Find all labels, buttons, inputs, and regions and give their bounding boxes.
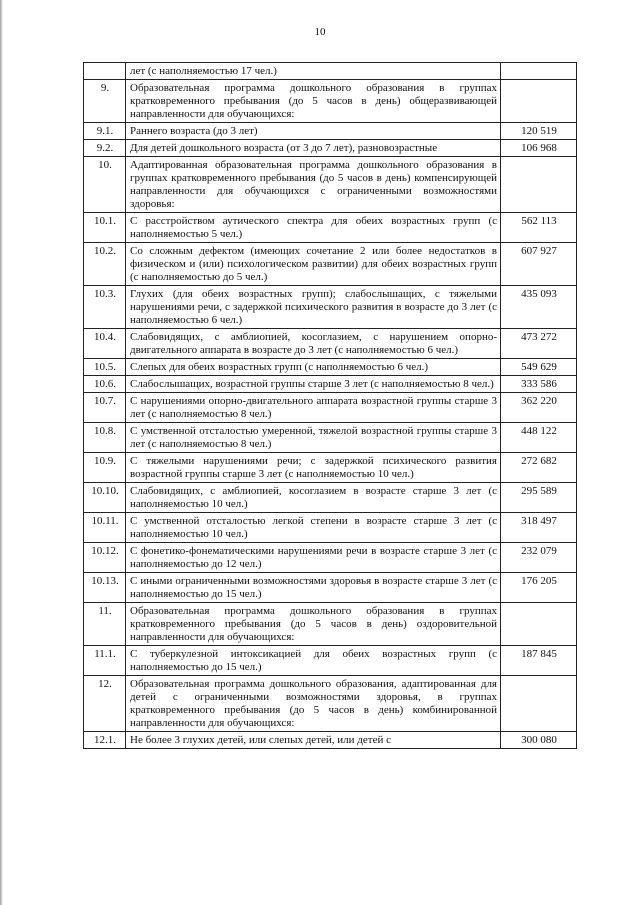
row-number: 9. bbox=[84, 80, 126, 123]
row-description: С тяжелыми нарушениями речи; с задержкой психического развития возрастной группы старше 3 лет (с наполняемостью 10 чел.) bbox=[126, 453, 501, 483]
table-row bbox=[84, 286, 577, 329]
row-description: Раннего возраста (до 3 лет) bbox=[126, 123, 501, 140]
row-number: 12.1. bbox=[84, 732, 126, 749]
row-amount: 333 586 bbox=[501, 376, 577, 393]
row-number bbox=[84, 63, 126, 80]
row-number: 10.2. bbox=[84, 243, 126, 286]
row-description: Не более 3 глухих детей, или слепых детей, или детей с bbox=[126, 732, 501, 749]
row-amount: 187 845 bbox=[501, 646, 577, 676]
row-number: 10.7. bbox=[84, 393, 126, 423]
row-amount bbox=[501, 63, 577, 80]
row-description: С туберкулезной интоксикацией для обеих возрастных групп (с наполняемостью до 15 чел.) bbox=[126, 646, 501, 676]
row-number: 10.13. bbox=[84, 573, 126, 603]
row-amount: 448 122 bbox=[501, 423, 577, 453]
row-amount: 362 220 bbox=[501, 393, 577, 423]
table-row bbox=[84, 646, 577, 676]
row-number: 9.1. bbox=[84, 123, 126, 140]
row-description: Слабослышащих, возрастной группы старше 3 лет (с наполняемостью 8 чел.) bbox=[126, 376, 501, 393]
row-amount: 435 093 bbox=[501, 286, 577, 329]
table-row bbox=[84, 376, 577, 393]
table-row bbox=[84, 213, 577, 243]
row-number: 10.4. bbox=[84, 329, 126, 359]
table-row bbox=[84, 603, 577, 646]
row-number: 10.10. bbox=[84, 483, 126, 513]
row-description: Образовательная программа дошкольного образования, адаптированная для детей с ограниченными возможностями здоровья, в группах кратковременного пребывания (до 5 часов в день) комбинированной направленности для обучающихся: bbox=[126, 676, 501, 732]
table-row bbox=[84, 329, 577, 359]
table-row bbox=[84, 676, 577, 732]
row-amount bbox=[501, 157, 577, 213]
row-amount: 232 079 bbox=[501, 543, 577, 573]
row-amount: 106 968 bbox=[501, 140, 577, 157]
row-amount bbox=[501, 80, 577, 123]
row-description: С иными ограниченными возможностями здоровья в возрасте старше 3 лет (с наполняемостью до 15 чел.) bbox=[126, 573, 501, 603]
row-amount: 607 927 bbox=[501, 243, 577, 286]
table-row bbox=[84, 573, 577, 603]
row-number: 10.3. bbox=[84, 286, 126, 329]
table-row bbox=[84, 393, 577, 423]
table-row bbox=[84, 243, 577, 286]
row-amount: 562 113 bbox=[501, 213, 577, 243]
table-row bbox=[84, 453, 577, 483]
row-amount: 120 519 bbox=[501, 123, 577, 140]
row-number: 10.5. bbox=[84, 359, 126, 376]
row-number: 11. bbox=[84, 603, 126, 646]
row-description: Образовательная программа дошкольного образования в группах кратковременного пребывания (до 5 часов в день) оздоровительной направленности для обучающихся: bbox=[126, 603, 501, 646]
table-row bbox=[84, 732, 577, 749]
page-edge-shadow bbox=[0, 0, 3, 905]
table-row bbox=[84, 123, 577, 140]
row-description: Слепых для обеих возрастных групп (с наполняемостью 6 чел.) bbox=[126, 359, 501, 376]
row-number: 10.6. bbox=[84, 376, 126, 393]
table-row bbox=[84, 157, 577, 213]
table-row bbox=[84, 483, 577, 513]
row-amount: 473 272 bbox=[501, 329, 577, 359]
row-description: С умственной отсталостью легкой степени в возрасте старше 3 лет (с наполняемостью 10 чел.) bbox=[126, 513, 501, 543]
row-description: С умственной отсталостью умеренной, тяжелой возрастной группы старше 3 лет (с наполняемостью 8 чел.) bbox=[126, 423, 501, 453]
row-number: 10.11. bbox=[84, 513, 126, 543]
row-number: 12. bbox=[84, 676, 126, 732]
row-number: 10.12. bbox=[84, 543, 126, 573]
row-number: 10.1. bbox=[84, 213, 126, 243]
row-description: Адаптированная образовательная программа дошкольного образования в группах кратковременного пребывания (до 5 часов в день) компенсирующей направленности для обучающихся с ограниченными возможностями здоровья: bbox=[126, 157, 501, 213]
row-description: Образовательная программа дошкольного образования в группах кратковременного пребывания (до 5 часов в день) общеразвивающей направленности для обучающихся: bbox=[126, 80, 501, 123]
table-row bbox=[84, 543, 577, 573]
row-description: лет (с наполняемостью 17 чел.) bbox=[126, 63, 501, 80]
row-number: 10.9. bbox=[84, 453, 126, 483]
table-body bbox=[84, 63, 577, 749]
row-description: Со сложным дефектом (имеющих сочетание 2 или более недостатков в физическом и (или) психологическом развитии) для обеих возрастных групп (с наполняемостью до 5 чел.) bbox=[126, 243, 501, 286]
row-amount bbox=[501, 603, 577, 646]
page-number: 10 bbox=[314, 26, 326, 38]
table-row bbox=[84, 423, 577, 453]
table-row bbox=[84, 63, 577, 80]
table-row bbox=[84, 80, 577, 123]
row-description: Для детей дошкольного возраста (от 3 до 7 лет), разновозрастные bbox=[126, 140, 501, 157]
row-description: Глухих (для обеих возрастных групп); слабослышащих, с тяжелыми нарушениями речи, с задержкой психического развития в возрасте до 3 лет (с наполняемостью 6 чел.) bbox=[126, 286, 501, 329]
table-row bbox=[84, 140, 577, 157]
row-description: Слабовидящих, с амблиопией, косоглазием в возрасте старше 3 лет (с наполняемостью 10 чел.) bbox=[126, 483, 501, 513]
table-row bbox=[84, 513, 577, 543]
row-description: С нарушениями опорно-двигательного аппарата возрастной группы старше 3 лет (с наполняемостью 8 чел.) bbox=[126, 393, 501, 423]
row-description: С фонетико-фонематическими нарушениями речи в возрасте старше 3 лет (с наполняемостью до 12 чел.) bbox=[126, 543, 501, 573]
row-amount: 272 682 bbox=[501, 453, 577, 483]
row-amount: 318 497 bbox=[501, 513, 577, 543]
row-number: 10. bbox=[84, 157, 126, 213]
row-description: Слабовидящих, с амблиопией, косоглазием, с нарушением опорно-двигательного аппарата в возрасте до 3 лет (с наполняемостью 6 чел.) bbox=[126, 329, 501, 359]
row-amount bbox=[501, 676, 577, 732]
row-amount: 549 629 bbox=[501, 359, 577, 376]
row-description: С расстройством аутического спектра для обеих возрастных групп (с наполняемостью 5 чел.) bbox=[126, 213, 501, 243]
row-amount: 300 080 bbox=[501, 732, 577, 749]
row-number: 10.8. bbox=[84, 423, 126, 453]
row-number: 11.1. bbox=[84, 646, 126, 676]
row-number: 9.2. bbox=[84, 140, 126, 157]
table-row bbox=[84, 359, 577, 376]
row-amount: 176 205 bbox=[501, 573, 577, 603]
row-amount: 295 589 bbox=[501, 483, 577, 513]
tariff-table bbox=[83, 62, 577, 749]
